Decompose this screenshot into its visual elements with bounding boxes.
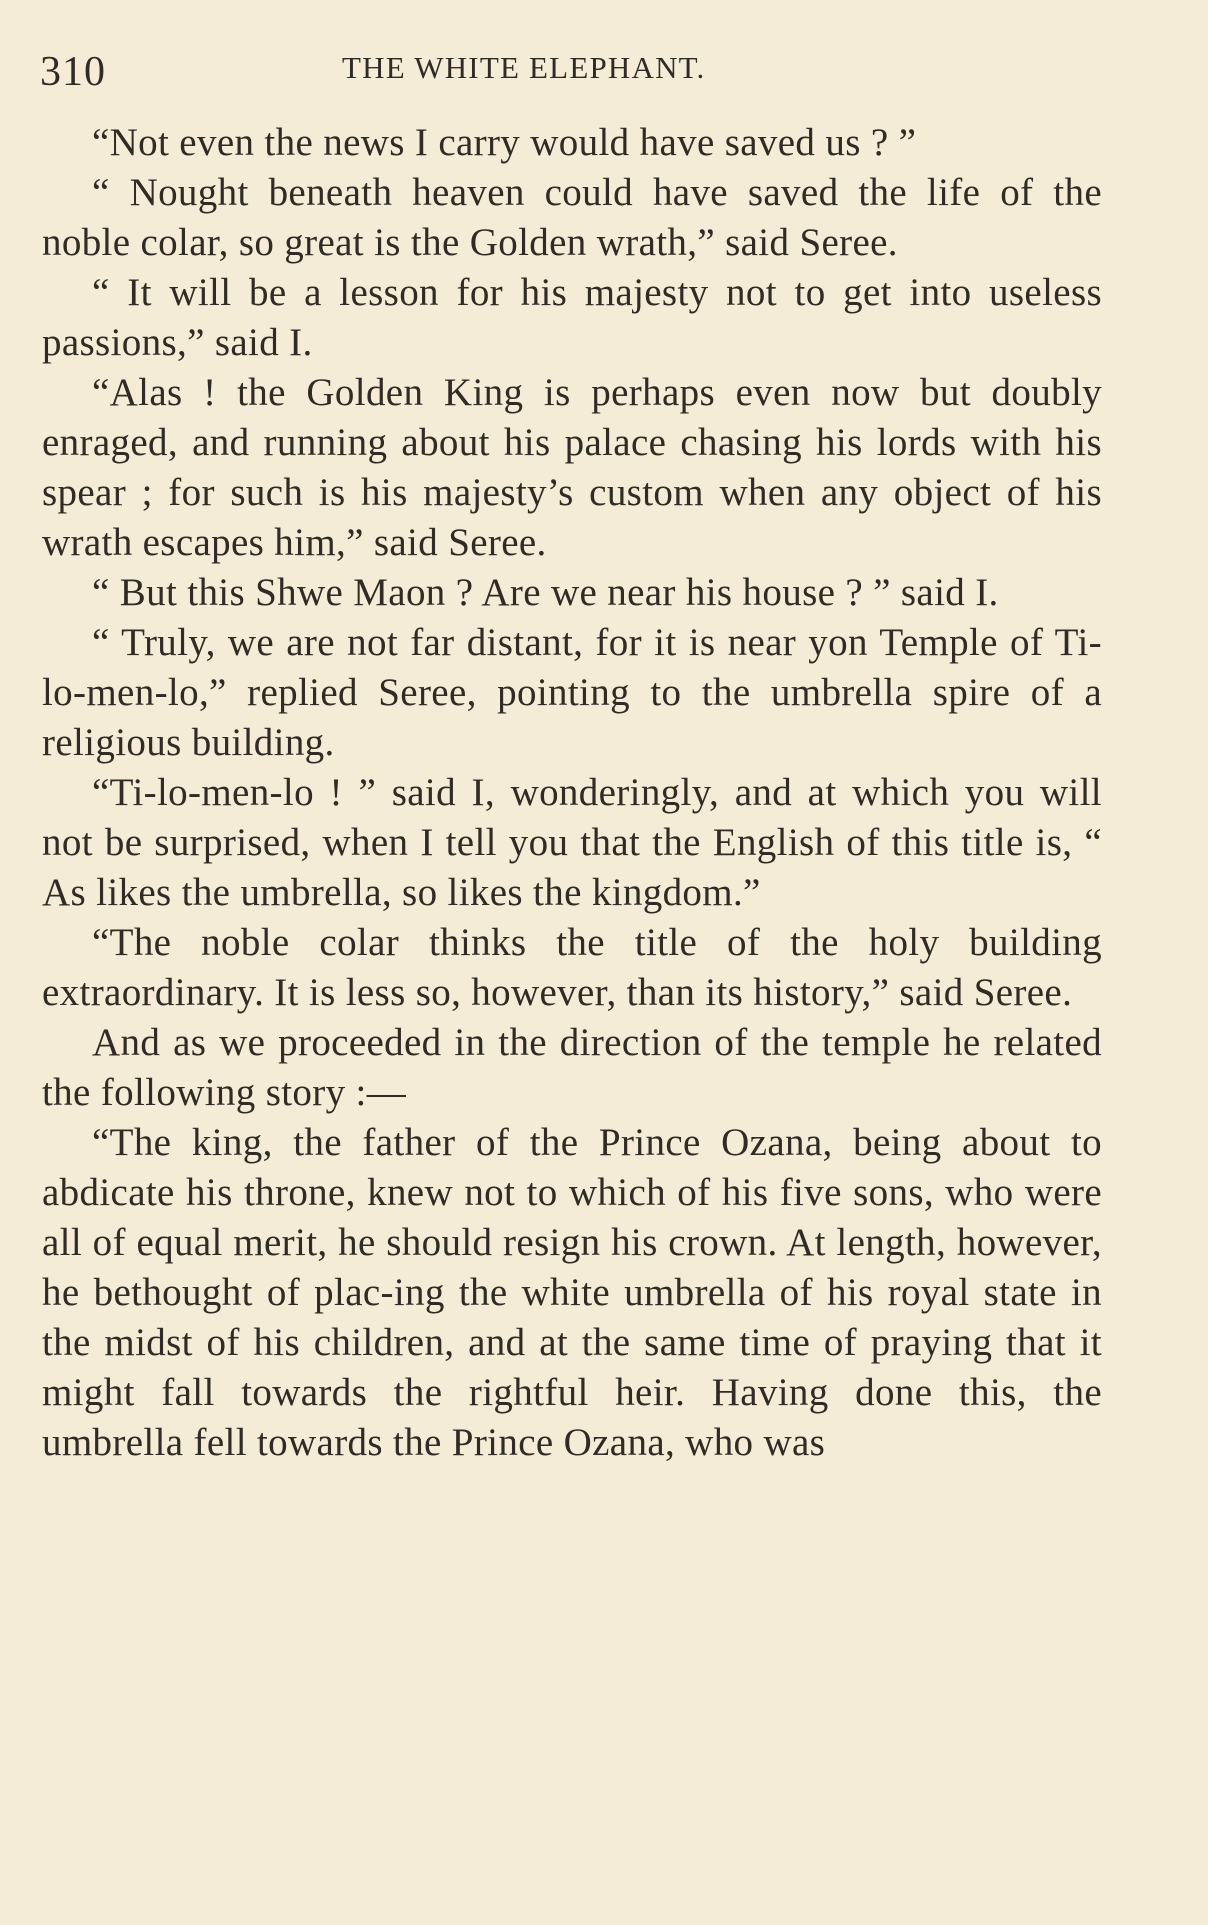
paragraph-6: “ Truly, we are not far distant, for it is near yon Temple of Ti-lo-men-lo,” replied Seree, pointing to the umbrella spire of a religious building. xyxy=(42,621,1102,764)
running-head-title: THE WHITE ELEPHANT. xyxy=(342,50,706,85)
paragraph-10: “The king, the father of the Prince Ozana, being about to abdicate his throne, knew not to which of his five sons, who were all of equal merit, he should resign his crown. At length, however, he bethought of plac-ing the white umbrella of his royal state in the midst of his children, and at the same time of praying that it might fall towards the rightful heir. Having done this, the umbrella fell towards the Prince Ozana, who was xyxy=(42,1121,1102,1464)
paragraph-2: “ Nought beneath heaven could have saved the life of the noble colar, so great is the Golden wrath,” said Seree. xyxy=(42,171,1102,264)
paragraph-5: “ But this Shwe Maon ? Are we near his house ? ” said I. xyxy=(92,571,999,614)
paragraph-9: And as we proceeded in the direction of the temple he related the following story :— xyxy=(42,1021,1102,1114)
paragraph-3: “ It will be a lesson for his majesty not to get into useless passions,” said I. xyxy=(42,271,1102,364)
body-text xyxy=(42,118,1102,1468)
paragraph-8: “The noble colar thinks the title of the holy building extraordinary. It is less so, however, than its history,” said Seree. xyxy=(42,921,1102,1014)
paragraph-1: “Not even the news I carry would have saved us ? ” xyxy=(92,121,917,164)
page-number: 310 xyxy=(40,49,106,95)
paragraph-7: “Ti-lo-men-lo ! ” said I, wonderingly, and at which you will not be surprised, when I tell you that the English of this title is, “ As likes the umbrella, so likes the kingdom.” xyxy=(42,771,1102,914)
page-header xyxy=(40,42,1120,102)
paragraph-4: “Alas ! the Golden King is perhaps even now but doubly enraged, and running about his palace chasing his lords with his spear ; for such is his majesty’s custom when any object of his wrath escapes him,” said Seree. xyxy=(42,371,1102,564)
